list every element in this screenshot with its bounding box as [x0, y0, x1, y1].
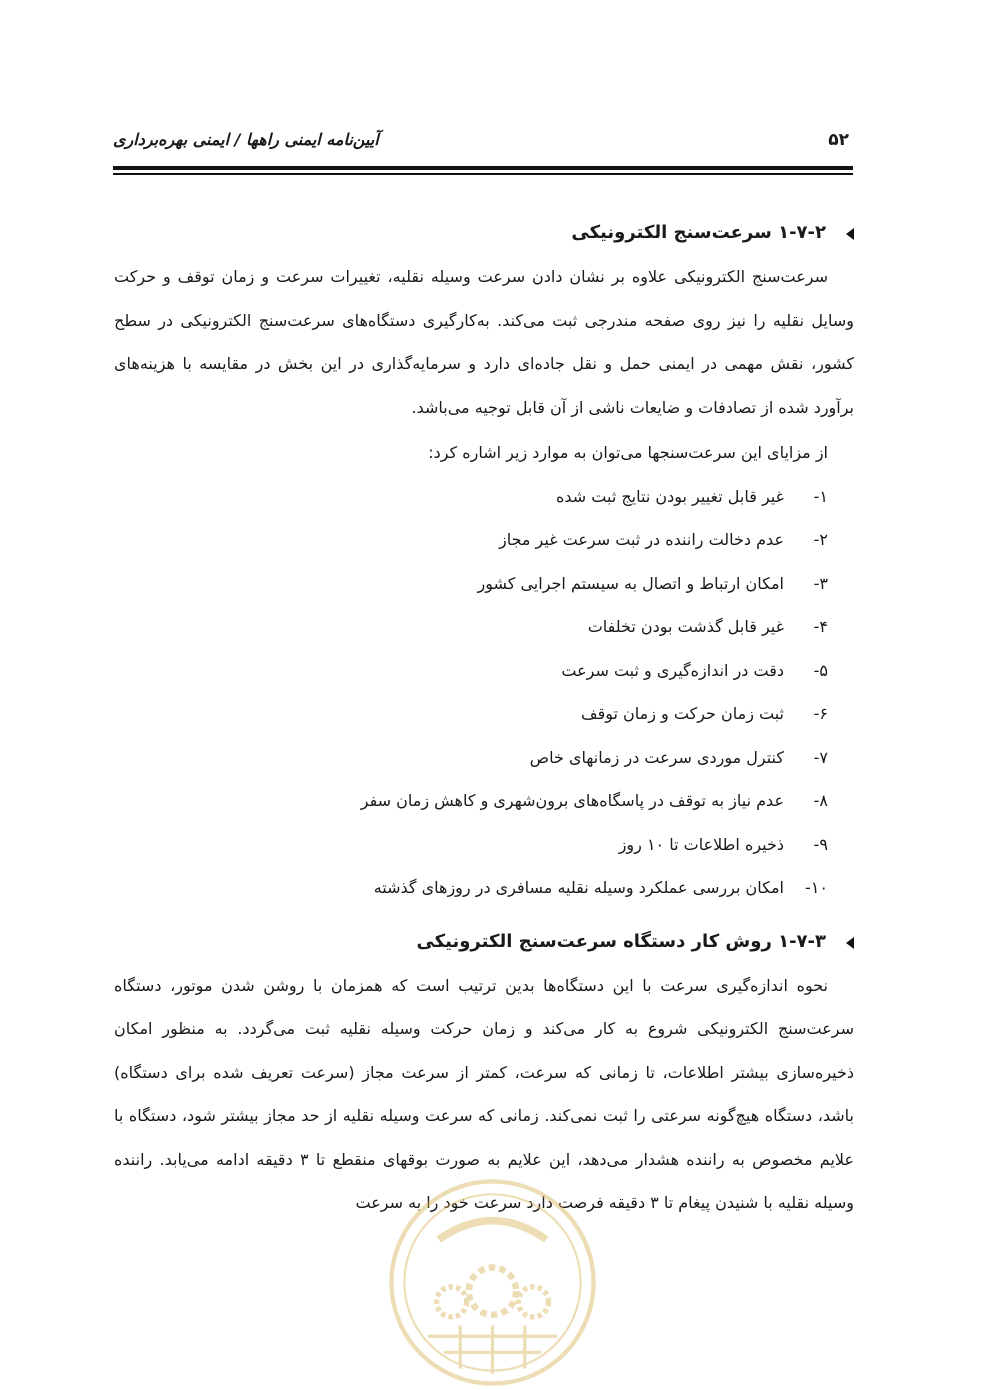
- list-item: [114, 475, 854, 519]
- main-content: [114, 213, 854, 1225]
- list-text: کنترل موردی سرعت در زمانهای خاص: [529, 747, 784, 767]
- section-heading-1: [114, 213, 854, 253]
- section-heading-text: ۱-۷-۲ سرعت‌سنج الکترونیکی: [571, 222, 826, 243]
- list-number: ۹-: [813, 834, 828, 854]
- list-number: ۳-: [813, 573, 828, 593]
- section-heading-text: ۱-۷-۳ روش کار دستگاه سرعت‌سنج الکترونیکی: [416, 930, 826, 952]
- list-text: دقت در اندازه‌گیری و ثبت سرعت: [561, 660, 784, 680]
- list-number: ۸-: [813, 791, 828, 810]
- list-item: [114, 823, 854, 867]
- list-number: ۱۰-: [805, 878, 828, 897]
- list-item: [114, 779, 854, 823]
- header-rule-thick: [113, 166, 853, 170]
- body-paragraph: سرعت‌سنج الکترونیکی علاوه بر نشان دادن سرعت وسیله نقلیه، تغییرات سرعت و زمان توقف و حرکت وسایل نقلیه را نیز روی صفحه مندرجی ثبت می‌کند. به‌کارگیری دستگاه‌های سرعت‌سنج الکترونیکی در سطح کشور، نقش مهمی در ایمنی حمل و نقل جاده‌ای دارد و سرمایه‌گذاری در این بخش در مقایسه با هزینه‌های برآورد شده از تصادفات و ضایعات ناشی از آن قابل توجیه می‌باشد.: [114, 267, 854, 417]
- list-text: غیر قابل گذشت بودن تخلفات: [587, 617, 784, 636]
- list-item: [114, 866, 854, 910]
- list-text: غیر قابل تغییر بودن نتایج ثبت شده: [556, 486, 784, 506]
- list-number: ۶-: [813, 704, 828, 723]
- gear-icon: [437, 1287, 467, 1317]
- list-item: [114, 518, 854, 562]
- list-number: ۷-: [813, 747, 828, 767]
- section-heading-2: [114, 922, 854, 962]
- list-text: امکان ارتباط و اتصال به سیستم اجرایی کشور: [477, 573, 784, 593]
- triangle-bullet-icon: [846, 228, 854, 240]
- list-text: امکان بررسی عملکرد وسیله نقلیه مسافری در روزهای گذشته: [373, 878, 784, 897]
- list-item: [114, 649, 854, 693]
- advantages-list: [114, 475, 854, 910]
- list-item: [114, 605, 854, 649]
- running-title: آیین‌نامه ایمنی راهها / ایمنی بهره‌برداری: [113, 130, 379, 149]
- triangle-bullet-icon: [846, 937, 854, 949]
- gear-icon: [518, 1287, 548, 1317]
- list-text: ثبت زمان حرکت و زمان توقف: [581, 704, 784, 723]
- grid-lines: [428, 1326, 557, 1374]
- body-paragraph: نحوه اندازه‌گیری سرعت با این دستگاه‌ها بدین ترتیب است که همزمان با روشن شدن موتور، دستگاه سرعت‌سنج الکترونیکی شروع به کار می‌کند و زمان حرکت وسیله نقلیه ثبت می‌گردد. به منظور امکان ذخیره‌سازی بیشتر اطلاعات، تا زمانی که سرعت، کمتر از سرعت مجاز (سرعت تعریف شده برای دستگاه) باشد، دستگاه هیچ‌گونه سرعتی را ثبت نمی‌کند. زمانی که سرعت وسیله نقلیه از حد مجاز بیشتر شود، دستگاه با علایم مخصوص به راننده هشدار می‌دهد، این علایم به صورت بوقهای منقطع تا ۳ دقیقه ادامه می‌یابد. راننده وسیله نقلیه با شنیدن پیغام تا ۳ دقیقه فرصت دارد سرعت خود را به سرعت: [114, 975, 855, 1212]
- gear-icon: [469, 1267, 516, 1314]
- list-number: ۴-: [813, 617, 828, 636]
- list-item: [114, 562, 854, 606]
- list-text: ذخیره اطلاعات تا ۱۰ روز: [618, 834, 784, 854]
- header-rule-thin: [113, 173, 853, 175]
- list-number: ۲-: [813, 530, 828, 549]
- page-header: [113, 128, 853, 158]
- list-item: [114, 692, 854, 736]
- list-item: [114, 736, 854, 780]
- list-number: ۱-: [813, 486, 828, 506]
- list-number: ۵-: [813, 660, 828, 680]
- list-intro: از مزایای این سرعت‌سنجها می‌توان به موارد زیر اشاره کرد:: [428, 443, 828, 462]
- list-text: عدم نیاز به توقف در پاسگاه‌های برون‌شهری و کاهش زمان سفر: [360, 791, 784, 810]
- list-text: عدم دخالت راننده در ثبت سرعت غیر مجاز: [498, 530, 784, 549]
- page-number: ۵۲: [828, 130, 849, 150]
